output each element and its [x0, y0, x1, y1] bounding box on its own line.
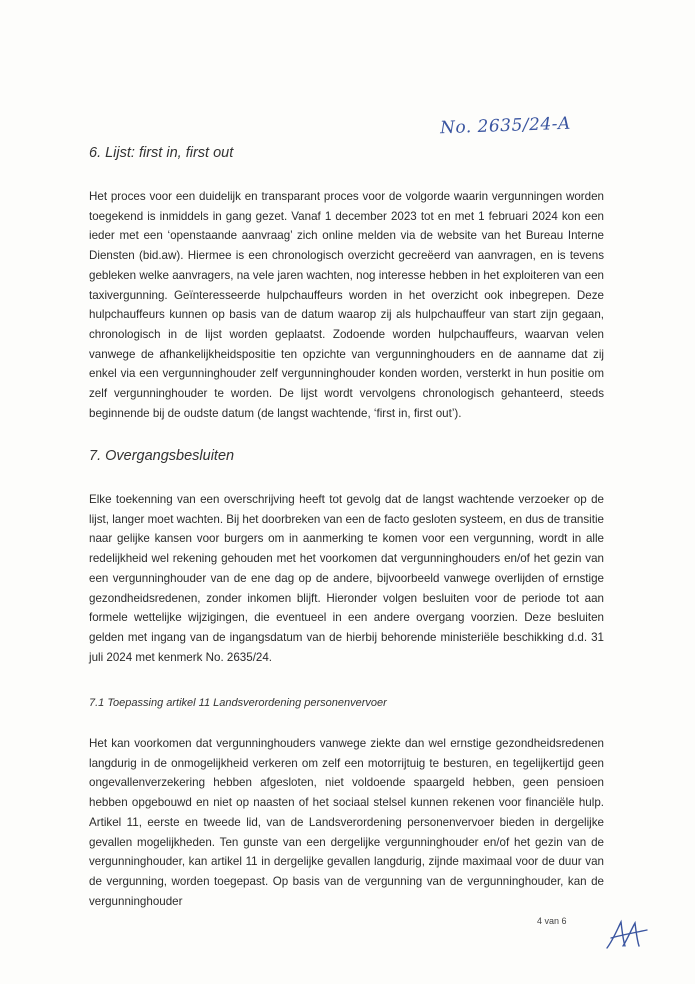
section-7-heading: 7. Overgangsbesluiten [89, 448, 235, 464]
section-6-paragraph: Het proces voor een duidelijk en transparant proces voor de volgorde waarin vergunningen worden toegekend is inmiddels in gang gezet. Vanaf 1 december 2023 tot en met 1 februari 2024 kon een ieder met een ‘openstaande aanvraag’ zich online melden via de website van het Bureau Interne Diensten (bid.aw). Hiermee is een chronologisch overzicht gecreëerd van aanvragen, en is tevens gebleken welke aanvragers, na vele jaren wachten, nog interesse hebben in het exploiteren van een taxivergunning. Geïnteresseerde hulpchauffeurs worden in het overzicht ook inbegrepen. Deze hulpchauffeurs kunnen op basis van de datum waarop zij als hulpchauffeur van start zijn gegaan, chronologisch in de lijst worden geplaatst. Zodoende worden hulpchauffeurs, waarvan velen vanwege de afhankelijkheidspositie ten opzichte van vergunninghouders en de aanname dat zij enkel via een vergunninghouder zelf vergunninghouder konden worden, versterkt in hun positie om zelf vergunninghouder te worden. De lijst wordt vervolgens chronologisch gehanteerd, steeds beginnende bij de oudste datum (de langst wachtende, ‘first in, first out’). [89, 190, 604, 420]
page-number: 4 van 6 [537, 916, 567, 926]
handwritten-initials-signature [603, 918, 651, 952]
section-7-paragraph: Elke toekenning van een overschrijving heeft tot gevolg dat de langst wachtende verzoeker op de lijst, langer moet wachten. Bij het doorbreken van een de facto gesloten systeem, en dus de transitie naar gelijke kansen voor burgers om in aanmerking te komen voor een vergunning, wordt in alle redelijkheid wel rekening gehouden met het voorkomen dat vergunninghouders en/of het gezin van een vergunninghouder van de ene dag op de andere, bijvoorbeeld vanwege overlijden of ernstige gezondheidsredenen, zonder inkomen blijft. Hieronder volgen besluiten voor de periode tot aan formele wettelijke wijzigingen, die eventueel in een andere overgang voorzien. Deze besluiten gelden met ingang van de ingangsdatum van de hierbij behorende ministeriële beschikking d.d. 31 juli 2024 met kenmerk No. 2635/24. [89, 493, 604, 664]
section-6-heading: 6. Lijst: first in, first out [89, 145, 234, 161]
section-7-1-heading: 7.1 Toepassing artikel 11 Landsverordening personenvervoer [89, 697, 387, 709]
handwritten-reference-number: No. 2635/24-A [439, 113, 572, 139]
section-7-1-paragraph: Het kan voorkomen dat vergunninghouders vanwege ziekte dan wel ernstige gezondheidsredenen langdurig in de onmogelijkheid verkeren om zelf een motorrijtuig te besturen, en tegelijkertijd geen ongevallenverzekering hebben afgesloten, niet voldoende spaargeld hebben, geen pensioen hebben opgebouwd en niet op naasten of het sociaal stelsel kunnen rekenen voor financiële hulp. Artikel 11, eerste en tweede lid, van de Landsverordening personenvervoer bieden in dergelijke gevallen mogelijkheden. Ten gunste van een dergelijke vergunninghouder en/of het gezin van de vergunninghouder, kan artikel 11 in dergelijke gevallen langdurig, zijnde maximaal voor de duur van de vergunning, worden toegepast. Op basis van de vergunning van de vergunninghouder, kan de vergunninghouder [89, 737, 604, 908]
